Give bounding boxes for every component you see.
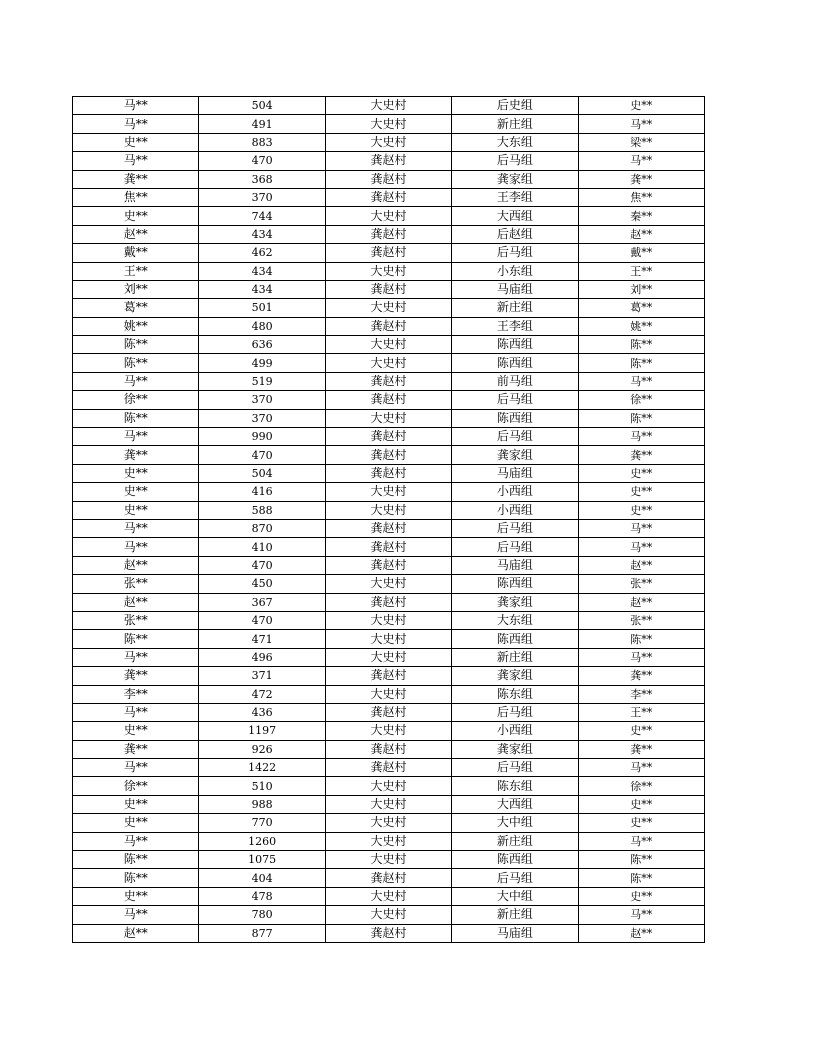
group-cell: 马庙组: [452, 464, 578, 482]
payee-cell: 梁**: [578, 133, 704, 151]
amount-cell: 877: [199, 924, 325, 942]
payee-cell: 龚**: [578, 446, 704, 464]
payee-cell: 焦**: [578, 188, 704, 206]
table-row: [73, 483, 705, 501]
name-cell: 徐**: [73, 391, 199, 409]
group-cell: 陈西组: [452, 354, 578, 372]
payee-cell: 龚**: [578, 170, 704, 188]
table-row: [73, 630, 705, 648]
payee-cell: 马**: [578, 152, 704, 170]
village-cell: 龚赵村: [325, 446, 451, 464]
group-cell: 马庙组: [452, 924, 578, 942]
group-cell: 后马组: [452, 538, 578, 556]
name-cell: 史**: [73, 133, 199, 151]
amount-cell: 744: [199, 207, 325, 225]
table-row: [73, 133, 705, 151]
amount-cell: 416: [199, 483, 325, 501]
payee-cell: 史**: [578, 795, 704, 813]
amount-cell: 410: [199, 538, 325, 556]
table-row: [73, 115, 705, 133]
group-cell: 陈西组: [452, 630, 578, 648]
name-cell: 史**: [73, 887, 199, 905]
amount-cell: 434: [199, 225, 325, 243]
group-cell: 龚家组: [452, 667, 578, 685]
group-cell: 大东组: [452, 133, 578, 151]
group-cell: 后马组: [452, 428, 578, 446]
group-cell: 龚家组: [452, 446, 578, 464]
amount-cell: 990: [199, 428, 325, 446]
village-cell: 龚赵村: [325, 593, 451, 611]
payee-cell: 马**: [578, 648, 704, 666]
amount-cell: 519: [199, 372, 325, 390]
group-cell: 小西组: [452, 501, 578, 519]
payee-cell: 赵**: [578, 225, 704, 243]
name-cell: 姚**: [73, 317, 199, 335]
group-cell: 龚家组: [452, 740, 578, 758]
group-cell: 陈西组: [452, 409, 578, 427]
payee-cell: 龚**: [578, 740, 704, 758]
name-cell: 史**: [73, 483, 199, 501]
village-cell: 大史村: [325, 685, 451, 703]
table-row: [73, 336, 705, 354]
village-cell: 龚赵村: [325, 519, 451, 537]
name-cell: 史**: [73, 814, 199, 832]
name-cell: 龚**: [73, 667, 199, 685]
name-cell: 马**: [73, 519, 199, 537]
name-cell: 李**: [73, 685, 199, 703]
village-cell: 龚赵村: [325, 244, 451, 262]
village-cell: 龚赵村: [325, 667, 451, 685]
village-cell: 大史村: [325, 611, 451, 629]
amount-cell: 510: [199, 777, 325, 795]
payee-cell: 王**: [578, 262, 704, 280]
name-cell: 陈**: [73, 354, 199, 372]
table-row: [73, 538, 705, 556]
village-cell: 龚赵村: [325, 703, 451, 721]
group-cell: 大中组: [452, 887, 578, 905]
payee-cell: 史**: [578, 501, 704, 519]
group-cell: 大中组: [452, 814, 578, 832]
name-cell: 马**: [73, 115, 199, 133]
amount-cell: 470: [199, 446, 325, 464]
payee-cell: 马**: [578, 832, 704, 850]
payee-cell: 马**: [578, 906, 704, 924]
name-cell: 马**: [73, 703, 199, 721]
village-cell: 龚赵村: [325, 924, 451, 942]
group-cell: 后马组: [452, 152, 578, 170]
name-cell: 马**: [73, 906, 199, 924]
data-table: [72, 96, 705, 943]
amount-cell: 499: [199, 354, 325, 372]
payee-cell: 徐**: [578, 391, 704, 409]
amount-cell: 988: [199, 795, 325, 813]
name-cell: 焦**: [73, 188, 199, 206]
name-cell: 史**: [73, 207, 199, 225]
group-cell: 后马组: [452, 869, 578, 887]
table-row: [73, 372, 705, 390]
group-cell: 后赵组: [452, 225, 578, 243]
name-cell: 马**: [73, 97, 199, 115]
village-cell: 龚赵村: [325, 170, 451, 188]
amount-cell: 370: [199, 188, 325, 206]
group-cell: 新庄组: [452, 648, 578, 666]
payee-cell: 李**: [578, 685, 704, 703]
table-row: [73, 391, 705, 409]
table-row: [73, 593, 705, 611]
amount-cell: 770: [199, 814, 325, 832]
payee-cell: 马**: [578, 519, 704, 537]
group-cell: 王李组: [452, 317, 578, 335]
name-cell: 陈**: [73, 869, 199, 887]
table-row: [73, 924, 705, 942]
village-cell: 大史村: [325, 207, 451, 225]
name-cell: 赵**: [73, 593, 199, 611]
table-row: [73, 262, 705, 280]
amount-cell: 470: [199, 556, 325, 574]
village-cell: 大史村: [325, 133, 451, 151]
payee-cell: 刘**: [578, 280, 704, 298]
amount-cell: 450: [199, 575, 325, 593]
table-row: [73, 428, 705, 446]
village-cell: 大史村: [325, 887, 451, 905]
village-cell: 大史村: [325, 483, 451, 501]
village-cell: 大史村: [325, 777, 451, 795]
table-row: [73, 851, 705, 869]
group-cell: 大东组: [452, 611, 578, 629]
amount-cell: 496: [199, 648, 325, 666]
group-cell: 龚家组: [452, 593, 578, 611]
amount-cell: 434: [199, 262, 325, 280]
name-cell: 张**: [73, 611, 199, 629]
table-row: [73, 225, 705, 243]
village-cell: 大史村: [325, 648, 451, 666]
amount-cell: 780: [199, 906, 325, 924]
table-row: [73, 832, 705, 850]
name-cell: 戴**: [73, 244, 199, 262]
name-cell: 陈**: [73, 336, 199, 354]
village-cell: 大史村: [325, 832, 451, 850]
village-cell: 龚赵村: [325, 317, 451, 335]
name-cell: 史**: [73, 464, 199, 482]
amount-cell: 1260: [199, 832, 325, 850]
village-cell: 龚赵村: [325, 538, 451, 556]
table-row: [73, 703, 705, 721]
payee-cell: 马**: [578, 115, 704, 133]
group-cell: 马庙组: [452, 280, 578, 298]
village-cell: 龚赵村: [325, 188, 451, 206]
amount-cell: 436: [199, 703, 325, 721]
table-row: [73, 280, 705, 298]
table-row: [73, 519, 705, 537]
group-cell: 王李组: [452, 188, 578, 206]
group-cell: 大西组: [452, 795, 578, 813]
name-cell: 马**: [73, 832, 199, 850]
payee-cell: 史**: [578, 814, 704, 832]
group-cell: 后马组: [452, 703, 578, 721]
amount-cell: 368: [199, 170, 325, 188]
name-cell: 徐**: [73, 777, 199, 795]
name-cell: 龚**: [73, 170, 199, 188]
amount-cell: 504: [199, 97, 325, 115]
village-cell: 大史村: [325, 575, 451, 593]
name-cell: 马**: [73, 538, 199, 556]
table-row: [73, 648, 705, 666]
payee-cell: 张**: [578, 611, 704, 629]
amount-cell: 636: [199, 336, 325, 354]
group-cell: 新庄组: [452, 299, 578, 317]
payee-cell: 陈**: [578, 869, 704, 887]
table-row: [73, 317, 705, 335]
amount-cell: 370: [199, 409, 325, 427]
name-cell: 王**: [73, 262, 199, 280]
name-cell: 赵**: [73, 225, 199, 243]
payee-cell: 陈**: [578, 630, 704, 648]
amount-cell: 471: [199, 630, 325, 648]
payee-cell: 陈**: [578, 354, 704, 372]
name-cell: 史**: [73, 795, 199, 813]
village-cell: 大史村: [325, 299, 451, 317]
village-cell: 大史村: [325, 409, 451, 427]
village-cell: 龚赵村: [325, 391, 451, 409]
village-cell: 龚赵村: [325, 280, 451, 298]
amount-cell: 1197: [199, 722, 325, 740]
payee-cell: 姚**: [578, 317, 704, 335]
amount-cell: 491: [199, 115, 325, 133]
village-cell: 大史村: [325, 501, 451, 519]
table-row: [73, 887, 705, 905]
amount-cell: 501: [199, 299, 325, 317]
payee-cell: 陈**: [578, 409, 704, 427]
table-row: [73, 501, 705, 519]
group-cell: 大西组: [452, 207, 578, 225]
amount-cell: 370: [199, 391, 325, 409]
group-cell: 小西组: [452, 722, 578, 740]
payee-cell: 赵**: [578, 924, 704, 942]
payee-cell: 葛**: [578, 299, 704, 317]
amount-cell: 470: [199, 611, 325, 629]
amount-cell: 588: [199, 501, 325, 519]
amount-cell: 478: [199, 887, 325, 905]
payee-cell: 王**: [578, 703, 704, 721]
table-row: [73, 759, 705, 777]
village-cell: 龚赵村: [325, 428, 451, 446]
name-cell: 马**: [73, 372, 199, 390]
name-cell: 龚**: [73, 740, 199, 758]
group-cell: 后马组: [452, 759, 578, 777]
village-cell: 大史村: [325, 814, 451, 832]
village-cell: 龚赵村: [325, 740, 451, 758]
table-row: [73, 188, 705, 206]
group-cell: 小西组: [452, 483, 578, 501]
payee-cell: 赵**: [578, 556, 704, 574]
village-cell: 龚赵村: [325, 759, 451, 777]
group-cell: 后马组: [452, 391, 578, 409]
payee-cell: 秦**: [578, 207, 704, 225]
group-cell: 龚家组: [452, 170, 578, 188]
name-cell: 陈**: [73, 630, 199, 648]
village-cell: 大史村: [325, 115, 451, 133]
group-cell: 新庄组: [452, 115, 578, 133]
village-cell: 龚赵村: [325, 152, 451, 170]
village-cell: 大史村: [325, 906, 451, 924]
payee-cell: 史**: [578, 722, 704, 740]
payee-cell: 马**: [578, 372, 704, 390]
amount-cell: 470: [199, 152, 325, 170]
table-row: [73, 97, 705, 115]
name-cell: 马**: [73, 428, 199, 446]
payee-cell: 史**: [578, 464, 704, 482]
amount-cell: 371: [199, 667, 325, 685]
payee-cell: 马**: [578, 759, 704, 777]
table-row: [73, 795, 705, 813]
name-cell: 史**: [73, 501, 199, 519]
payee-cell: 史**: [578, 97, 704, 115]
table-row: [73, 575, 705, 593]
amount-cell: 480: [199, 317, 325, 335]
payee-cell: 龚**: [578, 667, 704, 685]
amount-cell: 462: [199, 244, 325, 262]
table-row: [73, 556, 705, 574]
group-cell: 前马组: [452, 372, 578, 390]
amount-cell: 883: [199, 133, 325, 151]
village-cell: 大史村: [325, 97, 451, 115]
group-cell: 陈西组: [452, 851, 578, 869]
amount-cell: 404: [199, 869, 325, 887]
table-row: [73, 611, 705, 629]
group-cell: 新庄组: [452, 906, 578, 924]
name-cell: 龚**: [73, 446, 199, 464]
payee-cell: 陈**: [578, 336, 704, 354]
table-row: [73, 152, 705, 170]
payee-cell: 张**: [578, 575, 704, 593]
payee-cell: 马**: [578, 538, 704, 556]
name-cell: 陈**: [73, 851, 199, 869]
table-row: [73, 446, 705, 464]
payee-cell: 徐**: [578, 777, 704, 795]
name-cell: 刘**: [73, 280, 199, 298]
table-row: [73, 740, 705, 758]
village-cell: 大史村: [325, 851, 451, 869]
table-row: [73, 814, 705, 832]
table-row: [73, 777, 705, 795]
table-body: [73, 97, 705, 943]
amount-cell: 926: [199, 740, 325, 758]
amount-cell: 434: [199, 280, 325, 298]
name-cell: 赵**: [73, 924, 199, 942]
village-cell: 大史村: [325, 354, 451, 372]
amount-cell: 504: [199, 464, 325, 482]
name-cell: 葛**: [73, 299, 199, 317]
table-row: [73, 170, 705, 188]
table-row: [73, 207, 705, 225]
payee-cell: 马**: [578, 428, 704, 446]
table-row: [73, 244, 705, 262]
group-cell: 陈西组: [452, 336, 578, 354]
name-cell: 陈**: [73, 409, 199, 427]
village-cell: 龚赵村: [325, 464, 451, 482]
table-row: [73, 464, 705, 482]
village-cell: 龚赵村: [325, 225, 451, 243]
group-cell: 后马组: [452, 519, 578, 537]
group-cell: 后马组: [452, 244, 578, 262]
payee-cell: 史**: [578, 483, 704, 501]
village-cell: 大史村: [325, 630, 451, 648]
group-cell: 后史组: [452, 97, 578, 115]
amount-cell: 472: [199, 685, 325, 703]
name-cell: 马**: [73, 152, 199, 170]
table-row: [73, 685, 705, 703]
group-cell: 陈东组: [452, 777, 578, 795]
table-row: [73, 667, 705, 685]
group-cell: 陈东组: [452, 685, 578, 703]
amount-cell: 1422: [199, 759, 325, 777]
name-cell: 张**: [73, 575, 199, 593]
table-row: [73, 409, 705, 427]
table-row: [73, 299, 705, 317]
table-row: [73, 869, 705, 887]
payee-cell: 戴**: [578, 244, 704, 262]
payee-cell: 史**: [578, 887, 704, 905]
name-cell: 马**: [73, 759, 199, 777]
group-cell: 小东组: [452, 262, 578, 280]
village-cell: 龚赵村: [325, 372, 451, 390]
group-cell: 马庙组: [452, 556, 578, 574]
group-cell: 陈西组: [452, 575, 578, 593]
amount-cell: 870: [199, 519, 325, 537]
village-cell: 大史村: [325, 262, 451, 280]
name-cell: 史**: [73, 722, 199, 740]
payee-cell: 赵**: [578, 593, 704, 611]
village-cell: 龚赵村: [325, 556, 451, 574]
village-cell: 龚赵村: [325, 869, 451, 887]
village-cell: 大史村: [325, 336, 451, 354]
village-cell: 大史村: [325, 722, 451, 740]
table-row: [73, 722, 705, 740]
village-cell: 大史村: [325, 795, 451, 813]
amount-cell: 1075: [199, 851, 325, 869]
name-cell: 马**: [73, 648, 199, 666]
table-row: [73, 906, 705, 924]
group-cell: 新庄组: [452, 832, 578, 850]
payee-cell: 陈**: [578, 851, 704, 869]
name-cell: 赵**: [73, 556, 199, 574]
table-row: [73, 354, 705, 372]
amount-cell: 367: [199, 593, 325, 611]
